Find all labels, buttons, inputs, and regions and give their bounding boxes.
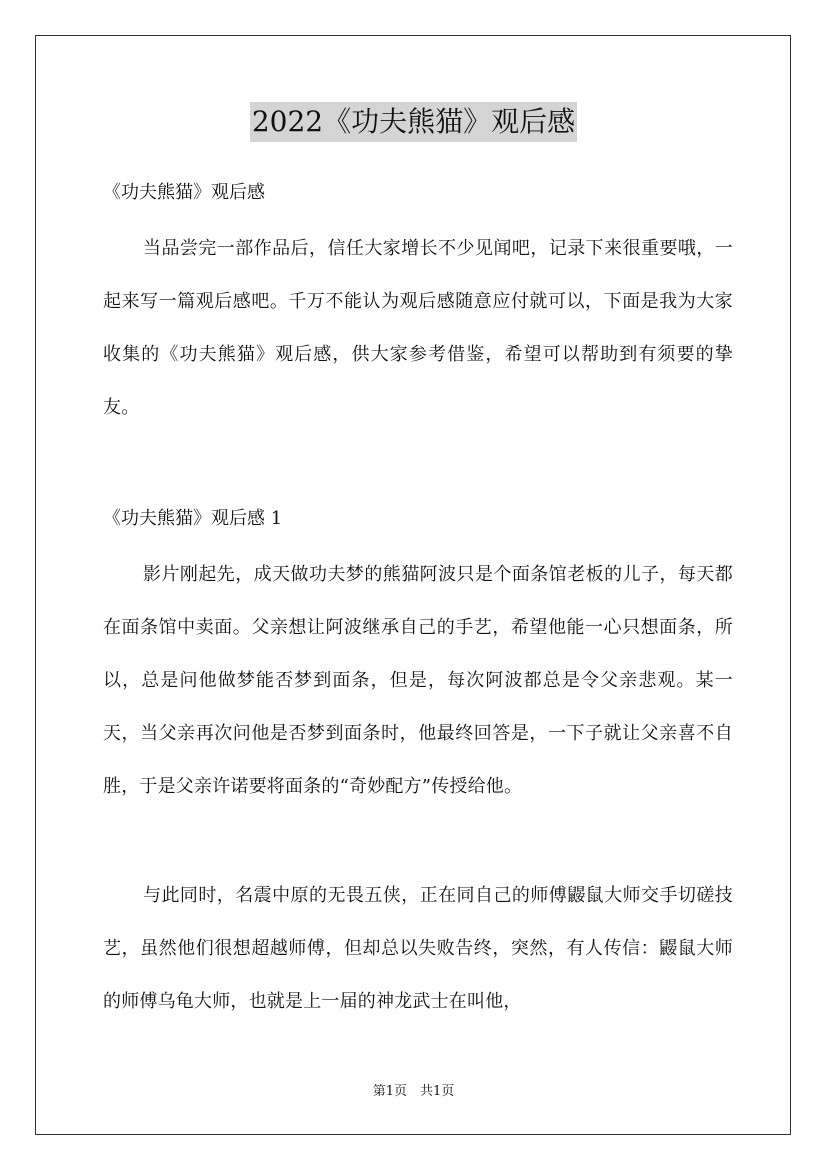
page-footer: 第1页 共1页	[372, 1084, 455, 1099]
title-container	[0, 102, 827, 142]
document-title: 2022《功夫熊猫》观后感	[250, 102, 577, 142]
intro-heading: 《功夫熊猫》观后感	[103, 182, 265, 203]
section1-paragraph-1: 影片刚起先，成天做功夫梦的熊猫阿波只是个面条馆老板的儿子，每天都在面条馆中卖面。父亲想让阿波继承自己的手艺，希望他能一心只想面条，所以，总是问他做梦能否梦到面条，但是，每次阿波都总是令父亲悲观。某一天，当父亲再次问他是否梦到面条时，他最终回答是，一下子就让父亲喜不自胜，于是父亲许诺要将面条的“奇妙配方”传授给他。	[103, 564, 733, 797]
section1-heading: 《功夫熊猫》观后感 1	[103, 508, 283, 529]
intro-paragraph: 当品尝完一部作品后，信任大家增长不少见闻吧，记录下来很重要哦，一起来写一篇观后感吧。千万不能认为观后感随意应付就可以，下面是我为大家收集的《功夫熊猫》观后感，供大家参考借鉴，希望可以帮助到有须要的挚友。	[103, 238, 733, 418]
section1-paragraph-2: 与此同时，名震中原的无畏五侠，正在同自己的师傅鼹鼠大师交手切磋技艺，虽然他们很想超越师傅，但却总以失败告终，突然，有人传信：鼹鼠大师的师傅乌龟大师，也就是上一届的神龙武士在叫他，	[103, 885, 733, 1012]
